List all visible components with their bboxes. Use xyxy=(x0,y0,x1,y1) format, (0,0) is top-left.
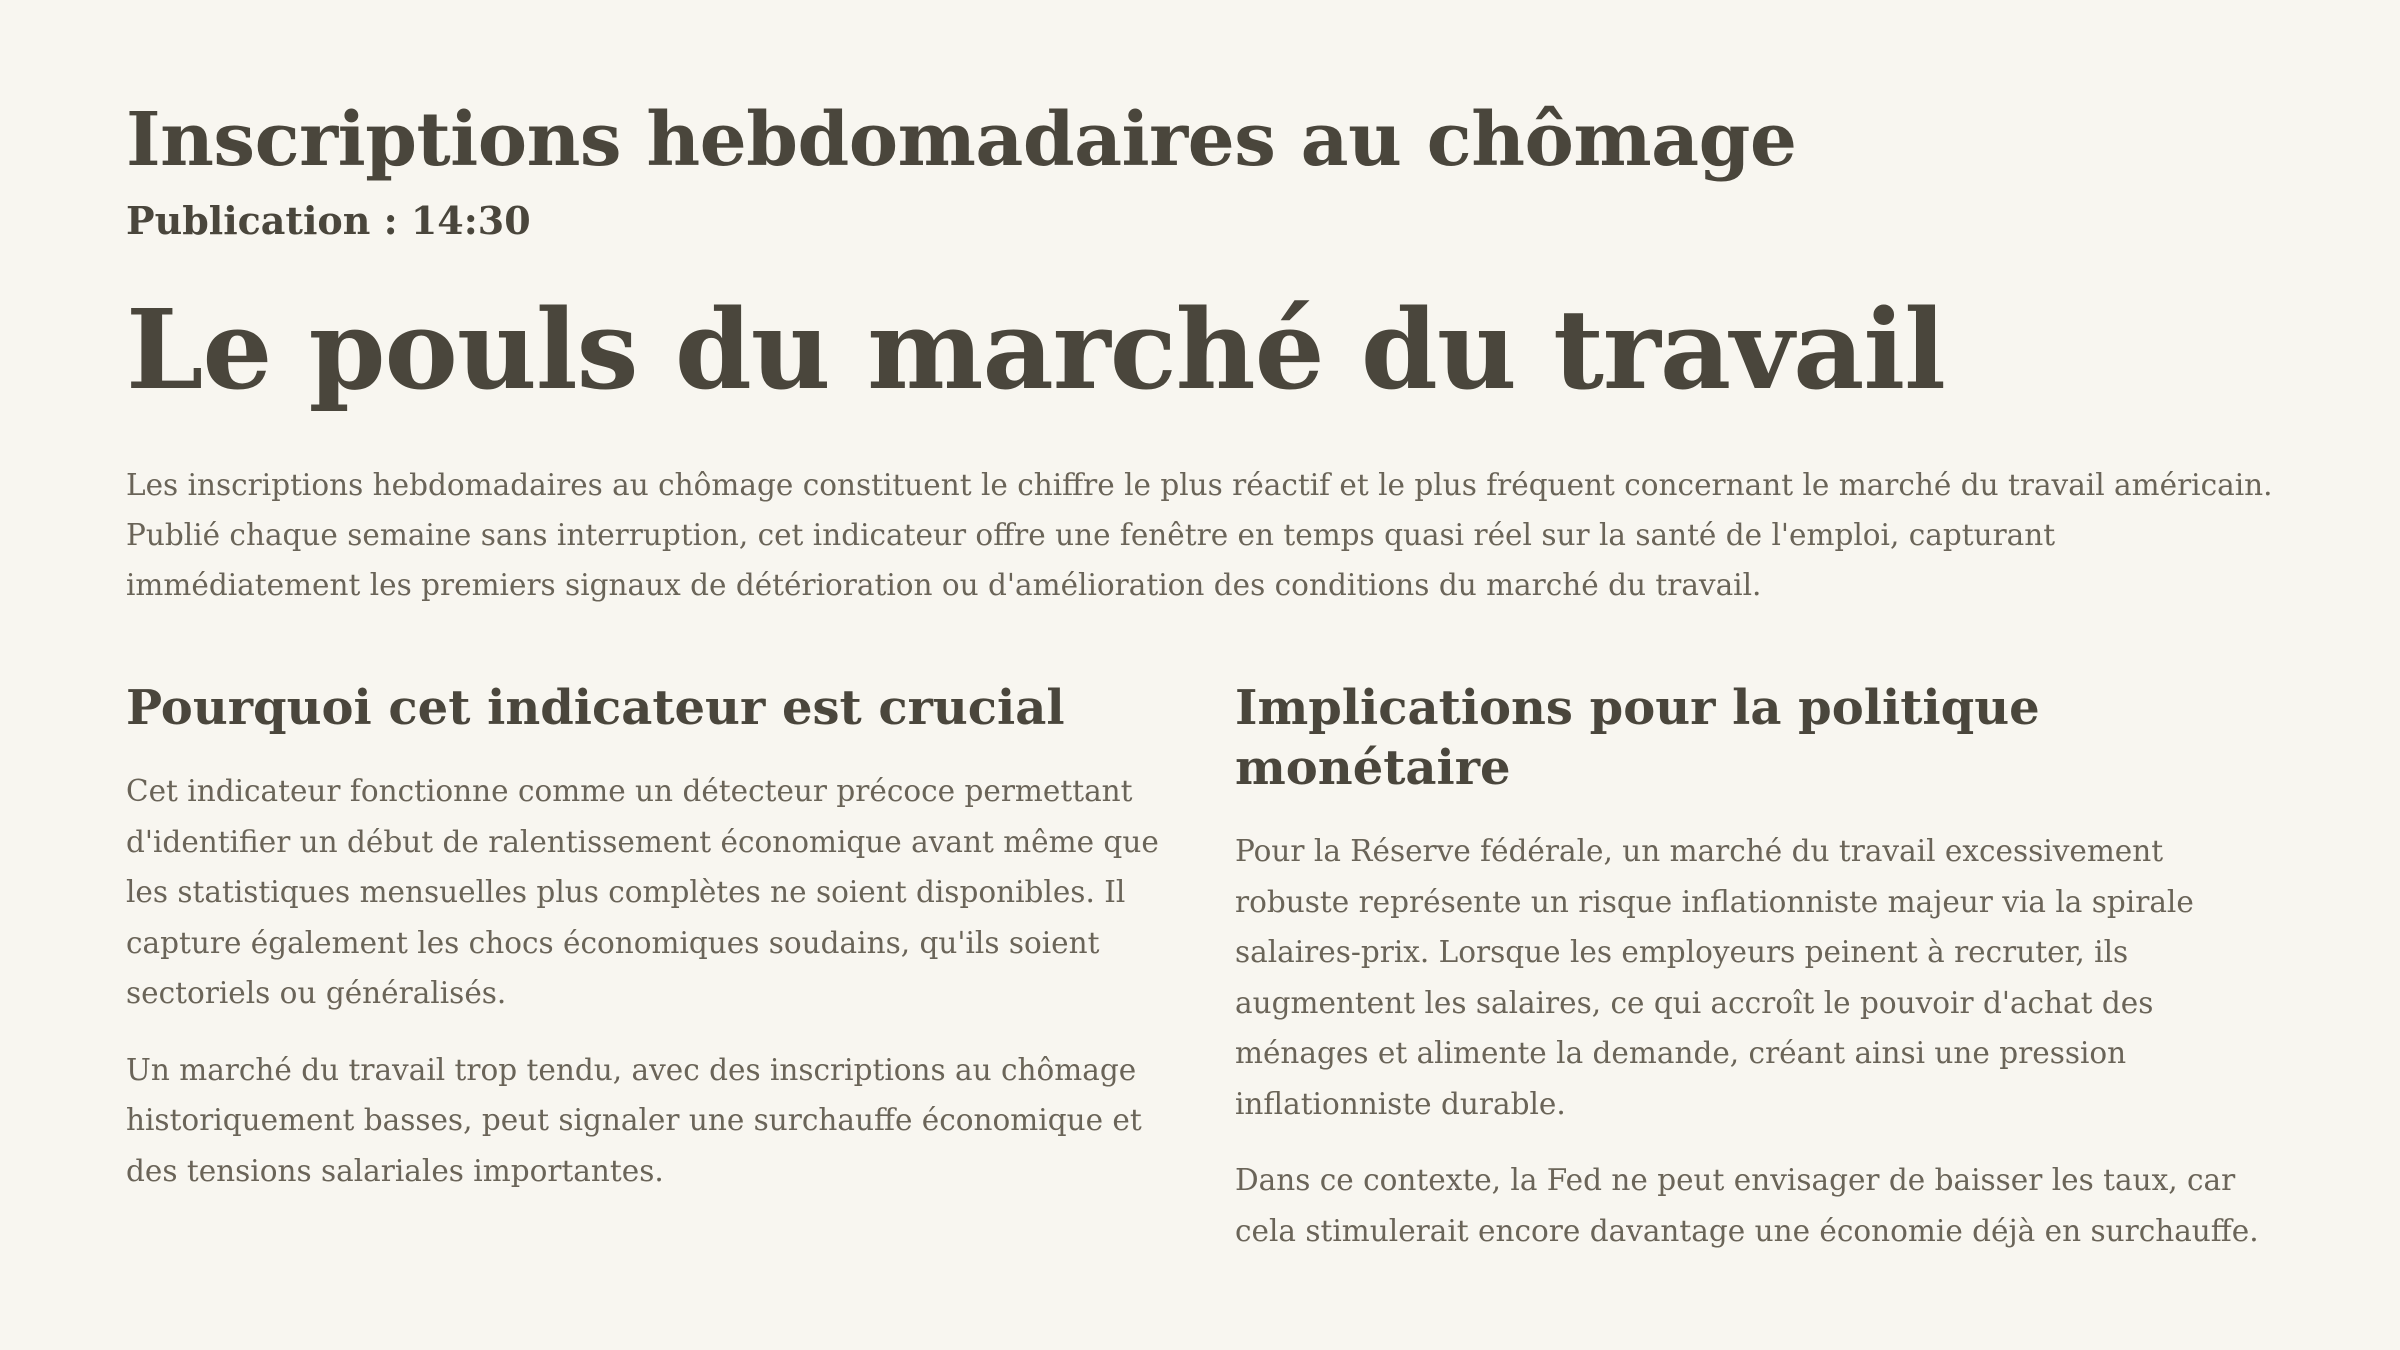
section-paragraph: Un marché du travail trop tendu, avec des inscriptions au chômage historiquement basses, peut signaler une surchauffe économique et des tensions salariales importantes. xyxy=(126,1052,1142,1188)
article-columns xyxy=(126,678,2274,1256)
section-title: Implications pour la politique monétaire xyxy=(1235,680,2040,796)
article-intro: Les inscriptions hebdomadaires au chômage constituent le chiffre le plus réactif et le plus fréquent concernant le marché du travail américain. Publié chaque semaine sans interruption, cet indicateur offre une fenêtre en temps quasi réel sur la santé de l'emploi, capturant immédiatement les premiers signaux de détérioration ou d'amélioration des conditions du marché du travail. xyxy=(126,468,2273,602)
section-monetary-policy xyxy=(1235,678,2274,1256)
section-why-crucial xyxy=(126,678,1165,1256)
publication-time: Publication : 14:30 xyxy=(126,198,531,243)
section-paragraph: Dans ce contexte, la Fed ne peut envisager de baisser les taux, car cela stimulerait encore davantage une économie déjà en surchauffe. xyxy=(1235,1163,2259,1248)
section-title: Pourquoi cet indicateur est crucial xyxy=(126,680,1065,736)
section-paragraph: Cet indicateur fonctionne comme un détecteur précoce permettant d'identifier un début de ralentissement économique avant même que les statistiques mensuelles plus complètes ne soient disponibles. Il capture également les chocs économiques soudains, qu'ils soient sectoriels ou généralisés. xyxy=(126,774,1159,1010)
article-headline: Le pouls du marché du travail xyxy=(126,285,1945,414)
section-paragraph: Pour la Réserve fédérale, un marché du travail excessivement robuste représente un risque inflationniste majeur via la spirale salaires-prix. Lorsque les employeurs peinent à recruter, ils augmentent les salaires, ce qui accroît le pouvoir d'achat des ménages et alimente la demande, créant ainsi une pression inflationniste durable. xyxy=(1235,834,2194,1121)
page-kicker-title: Inscriptions hebdomadaires au chômage xyxy=(126,97,1797,183)
